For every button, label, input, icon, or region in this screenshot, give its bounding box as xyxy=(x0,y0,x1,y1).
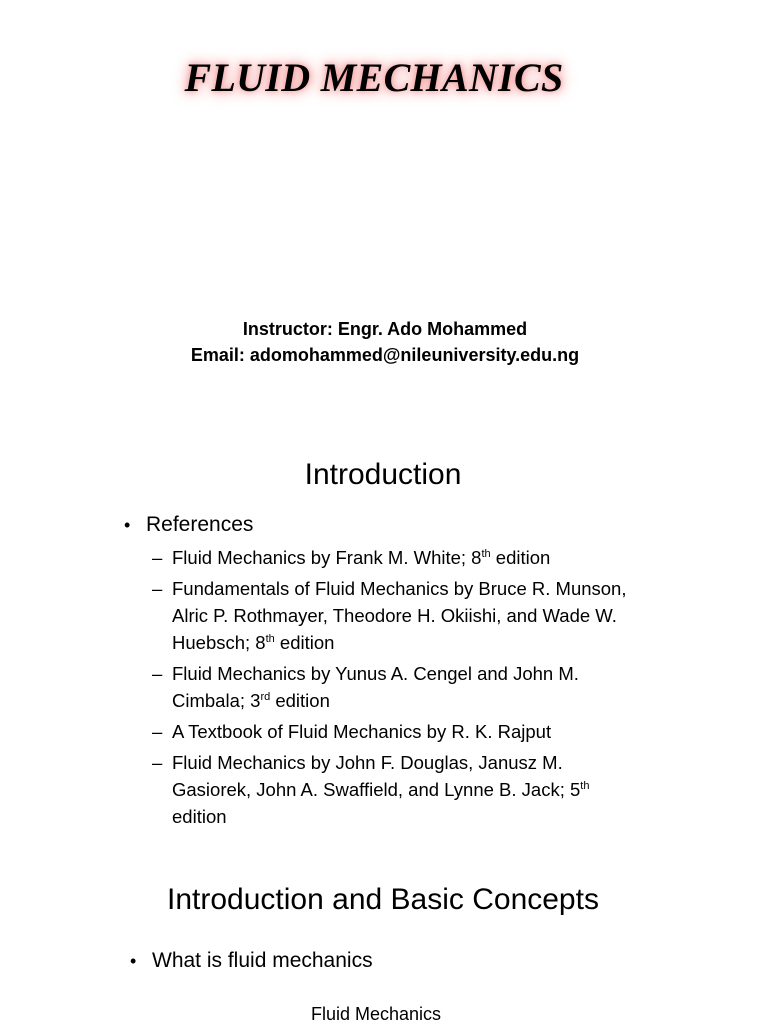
section-title-basic-concepts: Introduction and Basic Concepts xyxy=(167,883,599,916)
dash-icon: – xyxy=(152,721,163,742)
reference-text: A Textbook of Fluid Mechanics by R. K. Rajput xyxy=(172,721,552,742)
reference-text: Fluid Mechanics by Yunus A. Cengel and John M. Cimbala; 3 xyxy=(172,663,579,711)
reference-item xyxy=(152,749,632,830)
reference-text: Fluid Mechanics by John F. Douglas, Janusz M. Gasiorek, John A. Swaffield, and Lynne B. Jack; 5 xyxy=(172,752,581,800)
section-title-introduction: Introduction xyxy=(304,458,462,491)
reference-superscript: th xyxy=(580,780,590,792)
reference-item xyxy=(152,718,632,745)
reference-suffix: edition xyxy=(274,632,335,653)
bullet-text: What is fluid mechanics xyxy=(152,949,373,972)
reference-superscript: th xyxy=(265,633,275,645)
instructor-email: Email: adomohammed@nileuniversity.edu.ng xyxy=(190,345,580,365)
reference-item xyxy=(152,660,632,714)
reference-suffix: edition xyxy=(172,806,227,827)
reference-item xyxy=(152,575,632,656)
instructor-name: Instructor: Engr. Ado Mohammed xyxy=(242,319,528,339)
reference-text: Fluid Mechanics by Frank M. White; 8 xyxy=(172,547,482,568)
instructor-info xyxy=(0,316,768,368)
document-title: FLUID MECHANICS xyxy=(184,55,564,100)
bullet-icon: • xyxy=(124,515,131,535)
bullet-icon: • xyxy=(130,951,137,971)
dash-icon: – xyxy=(152,663,163,684)
bullet-text: References xyxy=(146,513,254,536)
bullet-references xyxy=(124,511,253,539)
footer-caption: Fluid Mechanics xyxy=(310,1004,442,1024)
reference-suffix: edition xyxy=(270,690,330,711)
reference-superscript: rd xyxy=(260,691,271,703)
reference-superscript: th xyxy=(481,548,491,560)
reference-suffix: edition xyxy=(490,547,551,568)
bullet-what-is-fluid-mechanics xyxy=(130,947,373,975)
references-list xyxy=(152,544,632,834)
dash-icon: – xyxy=(152,578,163,599)
reference-text: Fundamentals of Fluid Mechanics by Bruce R. Munson, Alric P. Rothmayer, Theodore H. Okiishi, and Wade W. Huebsch; 8 xyxy=(172,578,627,653)
dash-icon: – xyxy=(152,752,163,773)
dash-icon: – xyxy=(152,547,163,568)
reference-item xyxy=(152,544,632,571)
